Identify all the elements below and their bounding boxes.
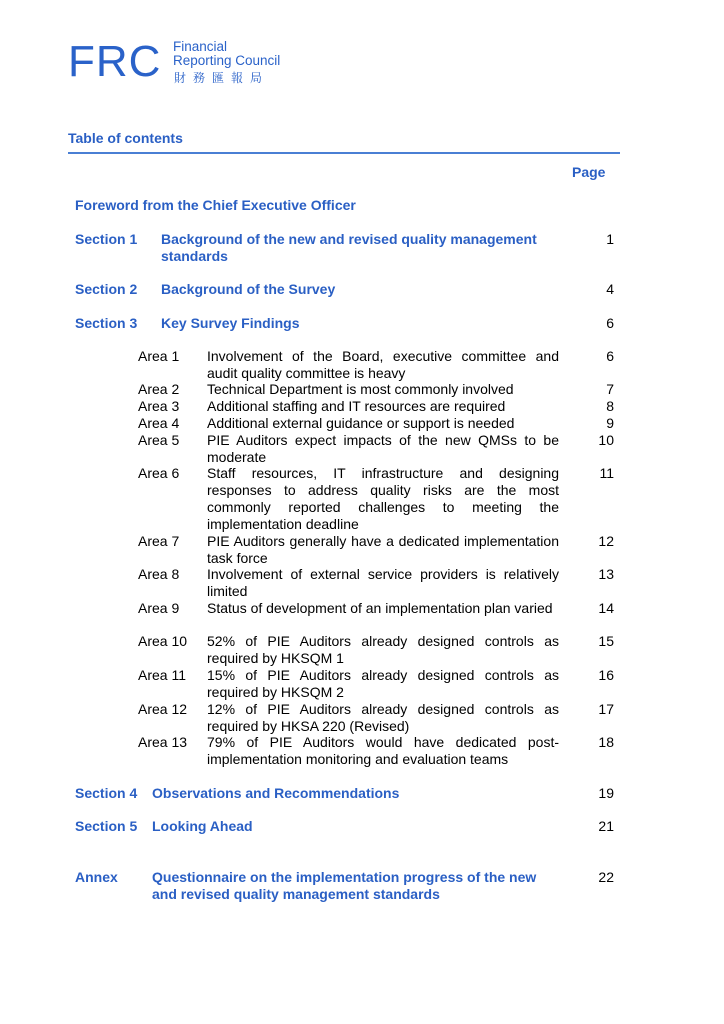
foreword-title: Foreword from the Chief Executive Officer [75,197,356,213]
section-title: Background of the Survey [161,281,336,297]
page-number: 15 [598,633,614,649]
logo-chinese-name: 財務匯報局 [174,71,270,85]
page-number: 13 [598,566,614,582]
area-label: Area 6 [138,465,180,481]
area-label: Area 11 [138,667,186,683]
section-label: Section 2 [75,281,138,297]
section-label: Section 3 [75,315,138,331]
section-label: Section 5 [75,818,138,834]
logo-name-line1: Financial [173,39,228,54]
area-label: Area 13 [138,734,188,750]
area-label: Area 7 [138,533,180,549]
frc-logo [68,37,298,86]
section-title: Observations and Recommendations [152,785,400,801]
area-text: 12% of PIE Auditors already designed controls as required by HKSA 220 (Revised) [207,701,559,734]
page-number: 12 [598,533,614,549]
section-title: Key Survey Findings [161,315,300,331]
area-label: Area 9 [138,600,180,616]
annex-title: Questionnaire on the implementation progress of the new and revised quality management standards [152,869,537,902]
page-number: 10 [598,432,614,448]
toc-entry-area-10[interactable] [0,633,724,667]
page-number: 6 [606,315,614,331]
area-label: Area 12 [138,701,188,717]
page-number: 16 [598,667,614,683]
annex-label: Annex [75,869,118,885]
toc-entry-area-12[interactable] [0,701,724,735]
area-text: 52% of PIE Auditors already designed controls as required by HKSQM 1 [207,633,559,666]
page-number: 14 [598,600,614,616]
area-text: Status of development of an implementation plan varied [207,600,553,616]
page-number: 18 [598,734,614,750]
logo-name [173,40,280,68]
page-number: 21 [598,818,614,834]
section-title: Looking Ahead [152,818,253,834]
page-column-label: Page [572,164,606,180]
toc-entry-area-7[interactable] [0,533,724,567]
page-number: 17 [598,701,614,717]
toc-entry-area-2[interactable] [0,381,724,398]
page-number: 19 [598,785,614,801]
area-label: Area 4 [138,415,180,431]
logo-mark: FRC [68,37,162,86]
toc-entry-section-1[interactable] [0,231,724,265]
toc-entry-area-11[interactable] [0,667,724,701]
page-number: 22 [598,869,614,885]
area-text: Staff resources, IT infrastructure and designing responses to address quality risks are the most commonly reported challenges to meeting the implementation deadline [207,465,559,532]
area-text: 15% of PIE Auditors already designed controls as required by HKSQM 2 [207,667,559,700]
page-number: 7 [606,381,614,397]
toc-divider [68,152,620,154]
toc-entry-area-6[interactable] [0,465,724,533]
area-text: Additional staffing and IT resources are required [207,398,506,414]
area-text: PIE Auditors generally have a dedicated implementation task force [207,533,559,566]
area-text: PIE Auditors expect impacts of the new QMSs to be moderate [207,432,559,465]
area-text: Involvement of the Board, executive committee and audit quality committee is heavy [207,348,559,381]
toc-entry-area-13[interactable] [0,734,724,768]
section-title: Background of the new and revised quality management standards [161,231,537,264]
toc-entry-area-3[interactable] [0,398,724,415]
area-label: Area 2 [138,381,180,397]
area-text: Additional external guidance or support is needed [207,415,515,431]
toc-entry-area-5[interactable] [0,432,724,466]
area-label: Area 10 [138,633,188,649]
toc-entry-section-5[interactable] [0,818,724,835]
section-label: Section 4 [75,785,138,801]
page-number: 6 [606,348,614,364]
toc-title: Table of contents [68,130,183,146]
area-text: Involvement of external service providers is relatively limited [207,566,559,599]
area-label: Area 5 [138,432,180,448]
area-text: Technical Department is most commonly involved [207,381,514,397]
page-number: 4 [606,281,614,297]
page-number: 1 [606,231,614,247]
page-number: 9 [606,415,614,431]
toc-entry-area-4[interactable] [0,415,724,432]
toc-entry-area-1[interactable] [0,348,724,382]
toc-entry-area-9[interactable] [0,600,724,634]
toc-entry-section-2[interactable] [0,281,724,298]
area-label: Area 8 [138,566,180,582]
area-label: Area 1 [138,348,180,364]
toc-entry-annex[interactable] [0,869,724,903]
toc-entry-section-3[interactable] [0,315,724,332]
toc-entry-section-4[interactable] [0,785,724,802]
page-number: 8 [606,398,614,414]
logo-name-line2: Reporting Council [173,53,281,68]
toc-entry-area-8[interactable] [0,566,724,600]
section-label: Section 1 [75,231,138,247]
area-text: 79% of PIE Auditors would have dedicated post-implementation monitoring and evaluation teams [207,734,559,767]
area-label: Area 3 [138,398,180,414]
page-number: 11 [599,465,614,481]
